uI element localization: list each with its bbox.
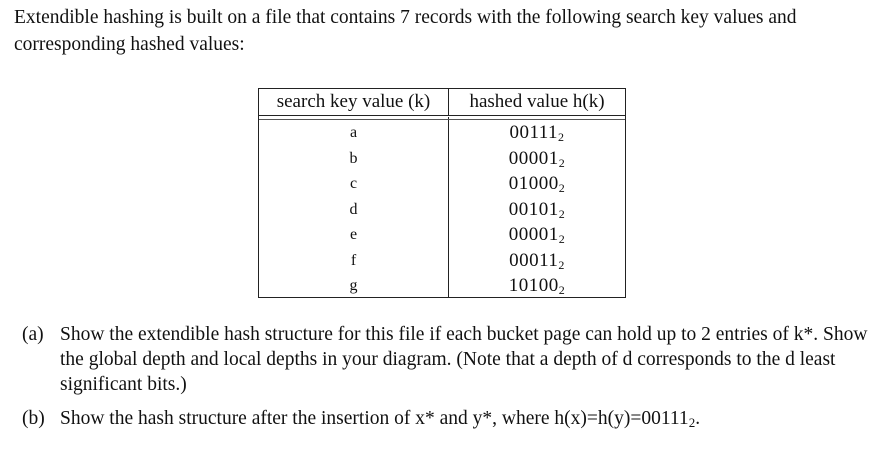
hash-cell: $00011_2$ (509, 249, 565, 272)
hash-cell: $00101_2$ (508, 198, 566, 221)
key-cell: f (350, 251, 357, 269)
question-a (22, 322, 882, 397)
table-body (259, 117, 625, 297)
key-cell: c (349, 175, 358, 192)
question-a-label: (a) (22, 324, 44, 345)
question-a-text: Show the extendible hash structure for this file if each bucket page can hold up to 2 entries of k*. Show the global depth and local depths in your diagram. (Note that a depth of d corresponds to the d least significant bits.) (60, 324, 868, 395)
hash-table (258, 88, 626, 298)
hash-cell: $01000_2$ (508, 173, 566, 195)
question-b (22, 406, 882, 435)
key-cell: d (349, 200, 358, 218)
key-column (259, 117, 449, 297)
table-header (259, 89, 625, 116)
key-cell: g (349, 277, 358, 294)
question-b-label: (b) (22, 408, 45, 429)
hash-cell: $10100_2$ (508, 275, 566, 297)
header-hashed-value: hashed value h(k) (448, 89, 625, 115)
header-search-key: search key value (k) (276, 91, 431, 112)
key-cell: b (349, 149, 358, 167)
question-b-text: Show the hash structure after the insertion of x* and y*, where $h(x)=h(y)=00111_2$. (60, 408, 701, 430)
hash-cell: $00001_2$ (508, 224, 566, 246)
hash-column (449, 117, 625, 297)
intro-paragraph: Extendible hashing is built on a file that contains 7 records with the following search key values and corresponding hashed values: (14, 7, 797, 55)
hash-cell: $00111_2$ (509, 122, 565, 144)
hash-cell: $00001_2$ (508, 147, 566, 170)
key-cell: e (349, 226, 358, 243)
key-cell: a (349, 124, 358, 141)
